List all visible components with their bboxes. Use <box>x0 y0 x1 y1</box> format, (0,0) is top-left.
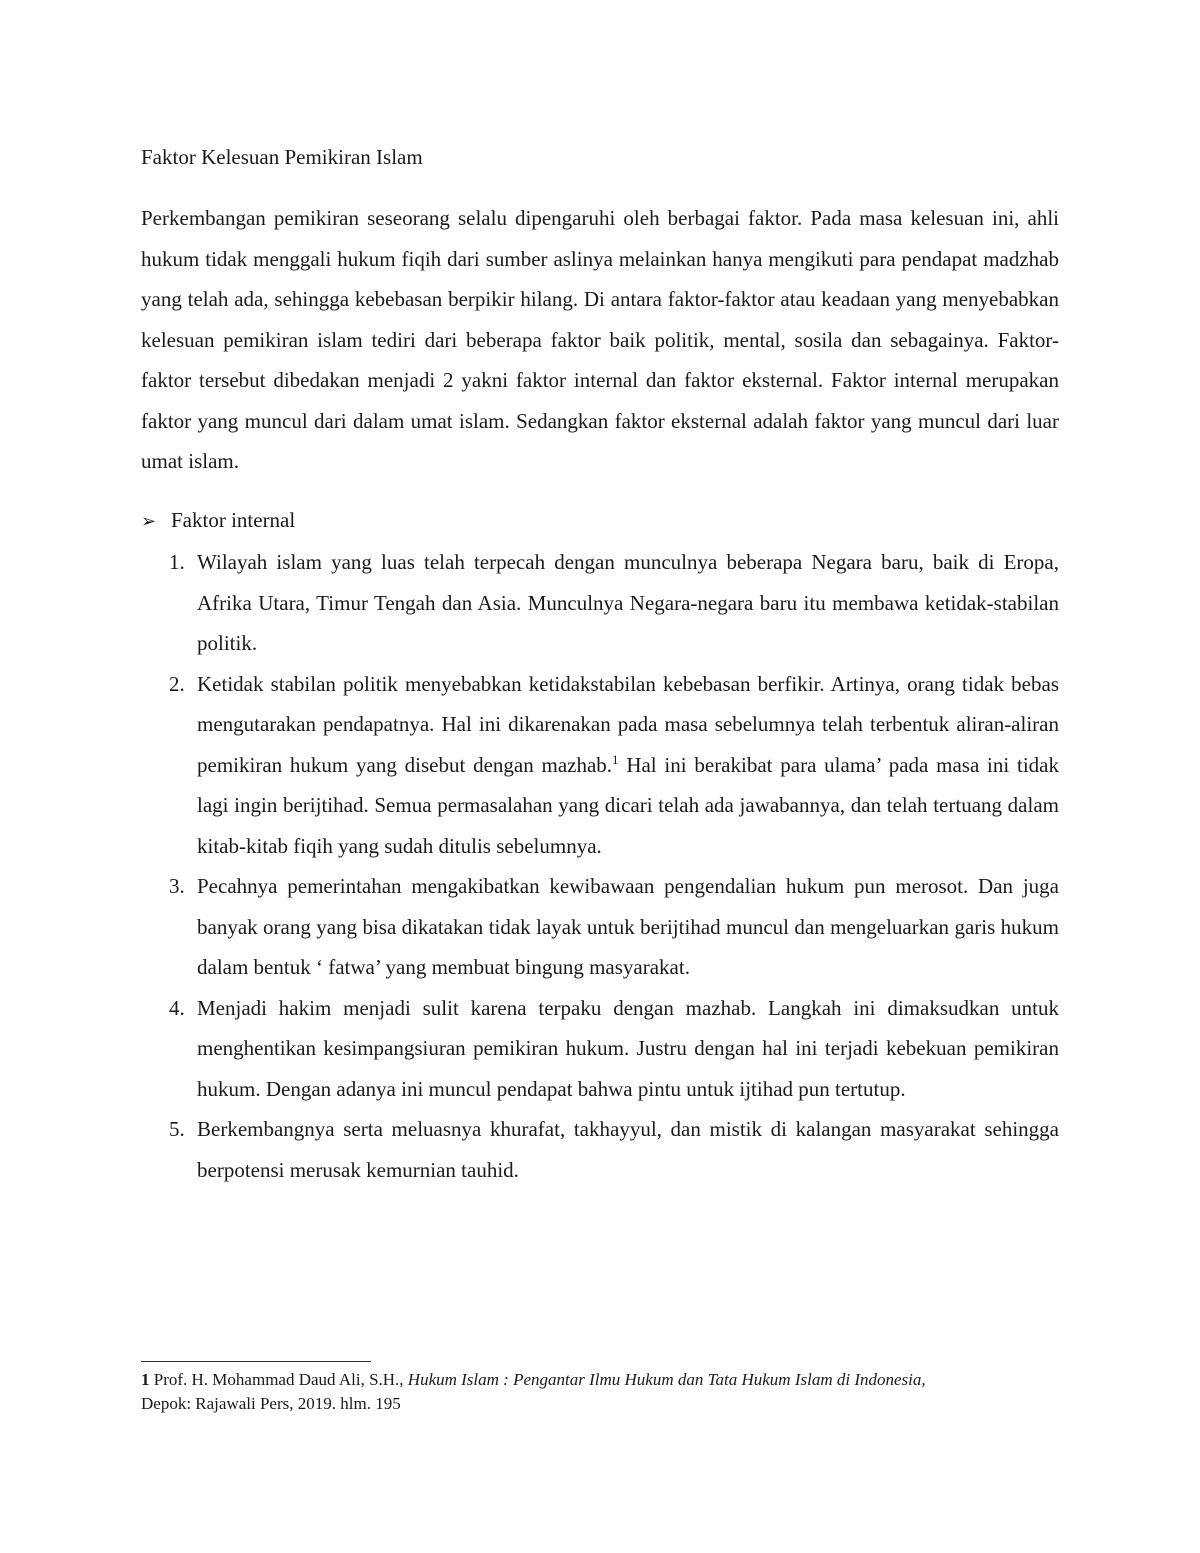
list-item-number: 5. <box>169 1117 185 1141</box>
section-heading <box>141 502 295 539</box>
list-item <box>141 988 1059 1110</box>
list-item <box>141 866 1059 988</box>
footnote-author: Prof. H. Mohammad Daud Ali, S.H., <box>149 1370 408 1389</box>
list-item-text: Pecahnya pemerintahan mengakibatkan kewibawaan pengendalian hukum pun merosot. Dan juga banyak orang yang bisa dikatakan tidak layak untuk berijtihad muncul dan mengeluarkan garis hukum dalam bentuk ‘ fatwa’ yang membuat bingung masyarakat. <box>197 874 1059 979</box>
footnote-separator <box>141 1361 371 1362</box>
footnote-book-title: Hukum Islam : Pengantar Ilmu Hukum dan Tata Hukum Islam di Indonesia, <box>407 1370 926 1389</box>
section-heading-label: Faktor internal <box>171 508 296 532</box>
document-title: Faktor Kelesuan Pemikiran Islam <box>141 145 423 169</box>
list-item-text: Wilayah islam yang luas telah terpecah dengan munculnya beberapa Negara baru, baik di Eropa, Afrika Utara, Timur Tengah dan Asia. Munculnya Negara-negara baru itu membawa ketidak-stabilan politik. <box>197 550 1059 655</box>
list-item-number: 3. <box>169 874 185 898</box>
list-item-number: 1. <box>169 550 185 574</box>
arrow-bullet-icon: ➢ <box>141 511 157 531</box>
list-item <box>141 664 1059 867</box>
list-item <box>141 542 1059 664</box>
list-item-text: Menjadi hakim menjadi sulit karena terpaku dengan mazhab. Langkah ini dimaksudkan untuk menghentikan kesimpangsiuran pemikiran hukum. Justru dengan hal ini terjadi kebekuan pemikiran hukum. Dengan adanya ini muncul pendapat bahwa pintu untuk ijtihad pun tertutup. <box>197 995 1059 1101</box>
list-item-text: Ketidak stabilan politik menyebabkan ketidakstabilan kebebasan berfikir. Artinya, orang tidak bebas mengutarakan pendapatnya. Hal ini dikarenakan pada masa sebelumnya telah terbentuk aliran-aliran pemikiran hukum yang disebut dengan mazhab. <box>197 671 1059 777</box>
footnote-publisher: Depok: Rajawali Pers, 2019. hlm. 195 <box>141 1394 401 1413</box>
factor-list <box>141 542 1059 1190</box>
footnote-number: 1 <box>141 1370 150 1389</box>
footnote <box>141 1368 1059 1416</box>
list-item-number: 2. <box>169 671 185 696</box>
intro-paragraph: Perkembangan pemikiran seseorang selalu dipengaruhi oleh berbagai faktor. Pada masa kelesuan ini, ahli hukum tidak menggali hukum fiqih dari sumber aslinya melainkan hanya mengikuti para pendapat madzhab yang telah ada, sehingga kebebasan berpikir hilang. Di antara faktor-faktor atau keadaan yang menyebabkan kelesuan pemikiran islam tediri dari beberapa faktor baik politik, mental, sosila dan sebagainya. Faktor-faktor tersebut dibedakan menjadi 2 yakni faktor internal dan faktor eksternal. Faktor internal merupakan faktor yang muncul dari dalam umat islam. Sedangkan faktor eksternal adalah faktor yang muncul dari luar umat islam. <box>141 206 1059 473</box>
footnote-reference[interactable]: 1 <box>612 751 619 767</box>
list-item-text-continued: Hal ini berakibat para ulama’ pada masa ini tidak lagi ingin berijtihad. Semua permasalahan yang dicari telah ada jawabannya, dan telah tertuang dalam kitab-kitab fiqih yang sudah ditulis sebelumnya. <box>197 752 1059 858</box>
list-item <box>141 1109 1059 1190</box>
list-item-number: 4. <box>169 995 185 1020</box>
list-item-text: Berkembangnya serta meluasnya khurafat, takhayyul, dan mistik di kalangan masyarakat sehingga berpotensi merusak kemurnian tauhid. <box>197 1117 1059 1182</box>
